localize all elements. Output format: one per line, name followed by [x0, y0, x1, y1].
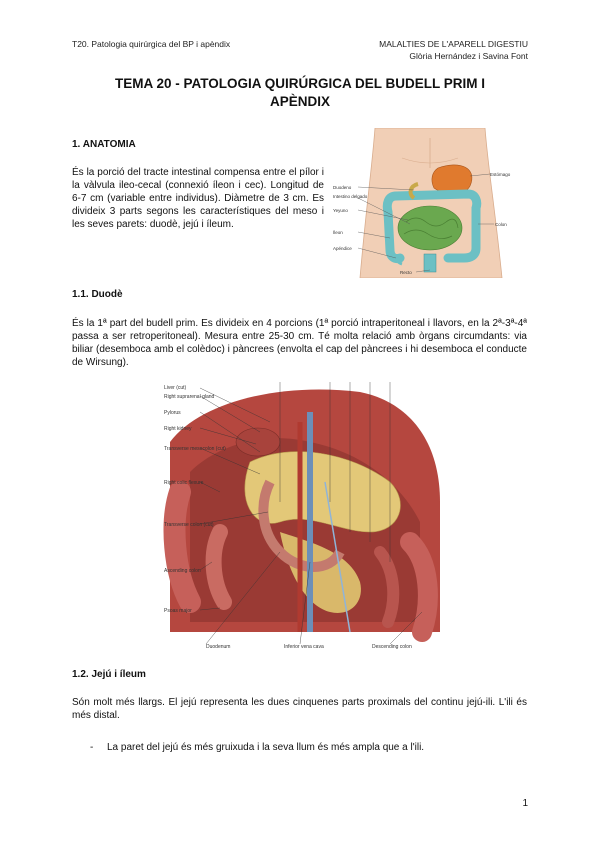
fig2-label-psoas: Psoas major [164, 608, 192, 614]
duodenum-anatomy-figure [160, 382, 442, 652]
header-course: MALALTIES DE L'APARELL DIGESTIU [379, 39, 528, 49]
fig1-label-intestino-delgado: Intestino delgado [333, 194, 368, 199]
paragraph-jeju-ileum: Són molt més llargs. El jejú representa les dues cinquenes parts proximals del continu jejú-ili. L'ili és més distal. [72, 697, 527, 721]
fig2-label-liver: Liver (cut) [164, 385, 187, 391]
fig1-label-ileon: Íleon [333, 230, 343, 235]
section-heading-duode: 1.1. Duodè [72, 289, 123, 300]
header-authors: Glòria Hernández i Savina Font [409, 51, 528, 61]
fig2-label-kidney: Right kidney [164, 426, 192, 432]
fig2-label-ascending-colon: Ascending colon [164, 568, 201, 574]
fig2-label-duodenum: Duodenum [206, 644, 231, 650]
paragraph-anatomia: És la porció del tracte intestinal compensa entre el pílor i la vàlvula ileo-cecal (connexió íleon i cec). Longitud de 6-7 cm (variable entre individus). Diàmetre de 3 cm. Es divideix 3 parts segons les característiques del meso i les seves parets: duodè, jejú i íleum. [72, 167, 324, 230]
fig1-label-duodeno: Duodeno [333, 185, 352, 190]
list-item [90, 741, 424, 754]
header-left: T20. Patologia quirúrgica del BP i apèndix [72, 39, 231, 49]
fig1-label-colon: Colon [495, 222, 507, 227]
page-number: 1 [522, 798, 528, 809]
section-heading-anatomia: 1. ANATOMIA [72, 139, 136, 150]
page-title [60, 75, 540, 111]
fig2-label-suprarenal: Right suprarenal gland [164, 394, 215, 400]
bullet-dash: - [90, 742, 94, 753]
fig2-label-colic-flexure: Right colic flexure [164, 480, 204, 486]
fig2-label-descending-colon: Descending colon [372, 644, 412, 650]
fig2-label-pylorus: Pylorus [164, 410, 181, 416]
paragraph-duode: És la 1ª part del budell prim. Es divideix en 4 porcions (1ª porció intraperitoneal i llavors, en la 2ª-3ª-4ª passa a ser retroperitoneal). Mesura entre 25-30 cm. Té molta relació amb òrgans circumdants: via biliar (desemboca amb el colèdoc) i pàncrees (envolta el cap del pàncrees i hi desemboca el conducte de Wirsung). [72, 318, 527, 368]
fig1-label-yeyuno: Yeyuno [333, 208, 348, 213]
title-line-2: APÈNDIX [269, 94, 330, 109]
bullet-text: La paret del jejú és més gruixuda i la seva llum és més ampla que a l'ili. [107, 742, 425, 753]
fig1-label-estomago: Estómago [490, 172, 511, 177]
fig2-label-transverse-colon: Transverse colon (cut) [164, 522, 214, 528]
fig2-label-mesocolon: Transverse mesocolon (cut) [164, 446, 226, 452]
section-heading-jeju-ileum: 1.2. Jejú i íleum [72, 669, 146, 680]
fig1-label-apendice: Apéndice [333, 246, 352, 251]
fig2-label-vena-cava: Inferior vena cava [284, 644, 324, 650]
header-right [379, 38, 528, 62]
abdomen-anatomy-figure [330, 128, 528, 278]
title-line-1: TEMA 20 - PATOLOGIA QUIRÚRGICA DEL BUDELL PRIM I [114, 76, 486, 91]
fig1-label-recto: Recto [400, 270, 412, 275]
